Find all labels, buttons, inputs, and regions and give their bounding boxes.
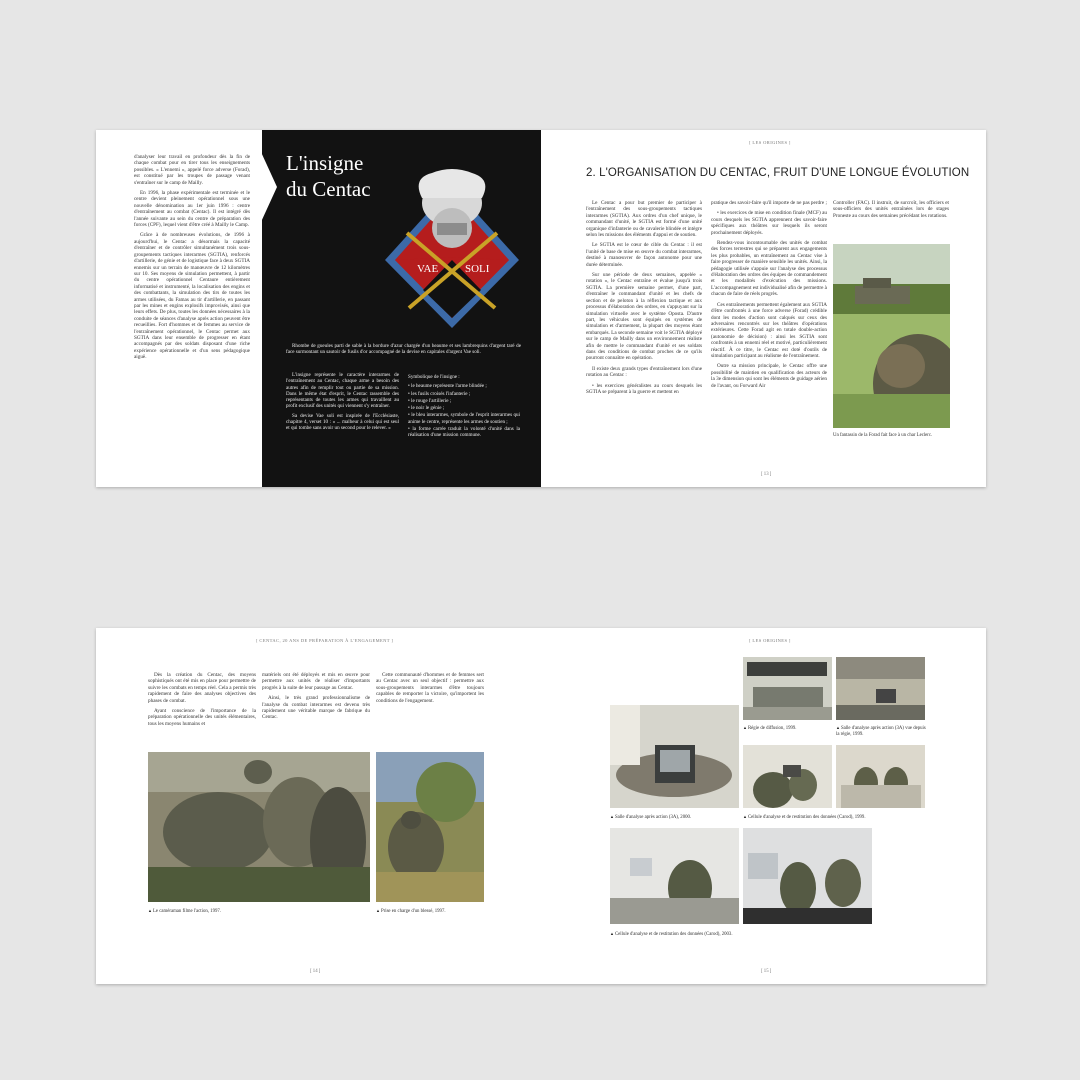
symbol-list <box>408 383 520 438</box>
paragraph: Ayant conscience de l'importance de la préparation opérationnelle des unités élémentaires, tous les moyens humains et <box>148 708 256 727</box>
triangle-icon: ▲ <box>148 908 152 913</box>
photo-carod-1999-a <box>743 745 832 808</box>
caption-text: Salle d'analyse après action (3A) vue depuis la régie, 1999. <box>836 726 926 737</box>
photo-soldier-tank <box>833 244 950 428</box>
title-line: du Centac <box>286 177 371 201</box>
paragraph: L'insigne représente le caractère interarmes de l'entraînement au Centac, chaque arme a besoin des autres afin de remplir tout ou partie de sa mission. Dans le même état d'esprit, le Centac rassemble des représentants de toutes les armes qui travaillent au profit exclusif des unités qui viennent s'y entraîner. <box>286 372 399 410</box>
page-number-right: [ 15 ] <box>761 969 772 974</box>
caption-text: Cellule d'analyse et de restitution des données (Carod), 1999. <box>747 815 866 820</box>
paragraph: Grâce à de nombreuses évolutions, de 1996 à aujourd'hui, le Centac a désormais la capacité d'entraîner et de contrôler simultanément trois sous-groupements tactiques interarmes (SGTIA), renforcés d'artillerie, de génie et de logistique face à deux SGTIA ennemis sur un terrain de manœuvre de 12 kilomètres sur 10. Ses moyens de simulation permettent, à partir du centre opérationnel Centaure entièrement informatisé et instrumenté, la localisation des engins et des combattants, la simulation des tirs de toutes les armes utilisées, du Famas au tir d'artillerie, en passant par les mines et engins explosifs improvisés, ainsi que leurs effets. De plus, toutes les données nécessaires à la conduite de séances d'analyse après action peuvent être recueillies. Fort d'hommes et de femmes au service de l'entraînement opérationnel, le Centac permet aux SGTIA dans leur ensemble de progresser en étant accompagnés par des soldats disposant d'une riche expérience opérationnelle et d'un sens pédagogique aiguë. <box>134 232 250 361</box>
bottom-spread <box>96 628 986 984</box>
photo-wounded <box>376 752 484 902</box>
photo-caption <box>743 725 833 732</box>
triangle-icon: ▲ <box>743 814 747 819</box>
paragraph: Cette communauté d'hommes et de femmes sert au Centac avec un seul objectif : permettre aux sous-groupements interarmes d'être toujours capables de remporter la victoire, qu'importent les conditions de l'engagement. <box>376 672 484 704</box>
paragraph: Sa devise Vae soli est inspirée de l'Ecclésiaste, chapitre 4, verset 10 : « ... malheur à celui qui est seul et qui tombe sans avoir un second pour le relever. » <box>286 412 399 432</box>
paragraph: d'analyser leur travail en profondeur dès la fin de chaque combat pour en tirer tous les enseignements possibles. « L'ennemi », appelé force adverse (Forad), est constitué par les troupes de passage venant s'entraîner sur le camp de Mailly. <box>134 154 250 186</box>
motto-soli: SOLI <box>465 263 490 275</box>
photo-caption <box>610 814 740 821</box>
paragraph: Le Centac a pour but premier de participer à l'entraînement des sous-groupements tactiques interarmes (SGTIA). Aux ordres d'un chef unique, le commandant d'unité, le SGTIA est formé d'une unité organique d'infanterie ou de cavalerie blindée et intègre selon les missions des éléments d'appui et de soutien. <box>586 200 702 239</box>
triangle-icon: ▲ <box>376 908 380 913</box>
list-item: • le bleu interarmes, symbole de l'esprit interarmes qui anime le centre, représente les armes de soutien ; <box>408 412 520 425</box>
photo-caption <box>376 908 446 915</box>
photo-salle-vue <box>836 657 925 720</box>
paragraph: Il existe deux grands types d'entraînement lors d'une rotation au Centac : <box>586 365 702 379</box>
insignia-symbolism-right <box>408 374 520 440</box>
motto-vae: VAE <box>417 263 439 275</box>
running-header-right: [ LES ORIGINES ] <box>749 638 791 643</box>
paragraph: Sur une période de deux semaines, appelée « rotation », le Centac entraîne et évalue jusqu'à trois SGTIA. La première semaine permet, d'une part, d'entraîner le commandant d'unité et les chefs de section et de peloton à la réflexion tactique et aux processus d'élaboration des ordres, en s'appuyant sur la simulation virtuelle avec le système Oposta. D'autre part, les véhicules sont équipés en systèmes de simulation et d'armement, la plupart des moyens étant embarqués. La seconde semaine voit le SGTIA déployé sur le camp de Mailly dans un environnement réaliste afin de mettre le commandant d'unité et ses soldats dans des conditions de combat proches de ce qu'ils pourront connaître en opération. <box>586 272 702 362</box>
heraldry-text: Rhombe de gueules parti de sable à la bordure d'azur chargée d'un heaume et ses lambrequins d'argent taré de face surmontant un sautoir de fusils d'or accompagné de la devise en capitales d'argent Vae soli. <box>286 343 521 356</box>
caption-text: Le caméraman filme l'action, 1997. <box>152 909 221 914</box>
section-heading: 2. L'ORGANISATION DU CENTAC, FRUIT D'UNE LONGUE ÉVOLUTION <box>586 167 970 179</box>
running-header-right: [ LES ORIGINES ] <box>749 140 791 145</box>
photo-regie <box>743 657 832 720</box>
list-item: • le heaume représente l'arme blindée ; <box>408 383 487 390</box>
running-header-left: [ CENTAC, 20 ANS DE PRÉPARATION À L'ENGAGEMENT ] <box>256 638 394 643</box>
insignia-description-left <box>286 372 399 435</box>
paragraph: Ces entraînements permettent également aux SGTIA d'être confrontés à une force adverse (Forad) crédible dont les modes d'action sont calqués sur ceux des adversaires rencontrés sur les théâtres d'opérations extérieures. Cette Forad agit en totale double-action (autonomie de décision) : ainsi les SGTIA sont confrontés à un ennemi réel et motivé, particulièrement réactif. À ce titre, le Centac est doté d'outils de simulation participant au réalisme de l'entraînement. <box>711 301 827 359</box>
paragraph: matériels ont été déployés et mis en œuvre pour permettre aux unités de réaliser d'importants progrès à la suite de leur passage au Centac. <box>262 672 370 691</box>
photo-carod-2003-b <box>743 828 872 924</box>
caption-text: Régie de diffusion, 1999. <box>747 726 797 731</box>
paragraph: Controller (FAC). Il instruit, de surcroît, les officiers et sous-officiers des unités entraînées lors de stages Proneste au cours des semaines précédant les rotations. <box>833 200 949 219</box>
page-number-right: [ 13 ] <box>761 472 772 477</box>
right-text-column-3 <box>833 200 949 223</box>
list-item: • la forme carrée traduit la volonté d'unité dans la réalisation d'une mission commune. <box>408 426 520 439</box>
left-text-column <box>134 154 250 365</box>
text-column-1 <box>148 672 256 731</box>
triangle-icon: ▲ <box>743 725 747 730</box>
text-column-3 <box>376 672 484 708</box>
feature-title <box>286 150 371 202</box>
centac-insignia-emblem <box>377 168 527 328</box>
paragraph: • les exercices généralistes au cours desquels les SGTIA se préparent à la guerre et mettent en <box>586 382 702 395</box>
paragraph: Le SGTIA est le cœur de cible du Centac : il est l'unité de base de mise en œuvre du combat interarmes, destiné à manœuvrer de façon autonome pour une durée déterminée. <box>586 242 702 268</box>
photo-caption: Un fantassin de la Forad fait face à un char Leclerc. <box>833 433 933 438</box>
list-item: • le rouge l'artillerie ; <box>408 397 452 404</box>
photo-caption <box>610 931 860 938</box>
text-column-2 <box>262 672 370 725</box>
paragraph: Ainsi, le très grand professionnalisme de l'analyse du combat interarmes est devenu très rapidement une véritable marque de fabrique du Centac. <box>262 695 370 721</box>
photo-carod-2003-a <box>610 828 739 924</box>
paragraph: Rendez-vous incontournable des unités de combat des forces terrestres qui se préparent aux engagements les plus probables, un entraînement au Centac vise à faire progresser de manière sensible les unités. Ainsi, la pédagogie utilisée s'appuie sur l'analyse des processus d'élaboration des ordres des équipes de commandement et les modalités d'exécution des missions. L'accompagnement est individualisé afin de permettre à chacun de faire de réels progrès. <box>711 240 827 298</box>
right-text-column-1 <box>586 200 702 399</box>
caption-text: Prise en charge d'un blessé, 1997. <box>380 909 446 914</box>
paragraph: pratique des savoir-faire qu'il importe de ne pas perdre ; <box>711 200 827 206</box>
triangle-icon: ▲ <box>610 814 614 819</box>
paragraph: Outre sa mission principale, le Centac offre une possibilité de maintien en qualification des acteurs de la 3e dimension qui sont les éléments de guidage aérien de l'avant, ou Forward Air <box>711 363 827 389</box>
caption-text: Cellule d'analyse et de restitution des données (Carod), 2003. <box>614 932 733 937</box>
triangle-icon: ▲ <box>610 931 614 936</box>
photo-cameraman <box>148 752 370 902</box>
symbol-heading: Symbolique de l'insigne : <box>408 374 460 380</box>
insignia-feature-panel <box>262 130 541 487</box>
triangle-icon: ▲ <box>836 725 840 730</box>
right-text-column-2 <box>711 200 827 393</box>
list-item: • le noir le génie ; <box>408 405 445 412</box>
photo-salle-2000 <box>610 705 739 808</box>
photo-caption <box>836 725 928 737</box>
paragraph: • les exercices de mise en condition finale (MCF) au cours desquels les SGTIA apprennent des savoir-faire spécifiques aux théâtres sur lesquels ils seront prochainement déployés. <box>711 210 827 236</box>
title-line: L'insigne <box>286 151 364 175</box>
photo-carod-1999-b <box>836 745 925 808</box>
paragraph: Dès la création du Centac, des moyens sophistiqués ont été mis en place pour permettre de suivre les combats en temps réel. Cela a permis très rapidement de faire des analyses objectives des phases de combat. <box>148 672 256 704</box>
paragraph: En 1996, la phase expérimentale est terminée et le centre devient pleinement opérationnel sous une nouvelle dénomination au 1er juin 1996 : centre d'entraînement au combat (Centac). Il est intégré dès l'année suivante au sein du centre de préparation des forces (CPF), lequel vient d'être créé à Mailly le Camp. <box>134 190 250 229</box>
page-number-left: [ 14 ] <box>310 969 321 974</box>
caption-text: Salle d'analyse après action (3A), 2000. <box>614 815 692 820</box>
top-spread <box>96 130 986 487</box>
photo-caption <box>148 908 221 915</box>
list-item: • les fusils croisés l'infanterie ; <box>408 390 471 397</box>
photo-caption <box>743 814 925 821</box>
